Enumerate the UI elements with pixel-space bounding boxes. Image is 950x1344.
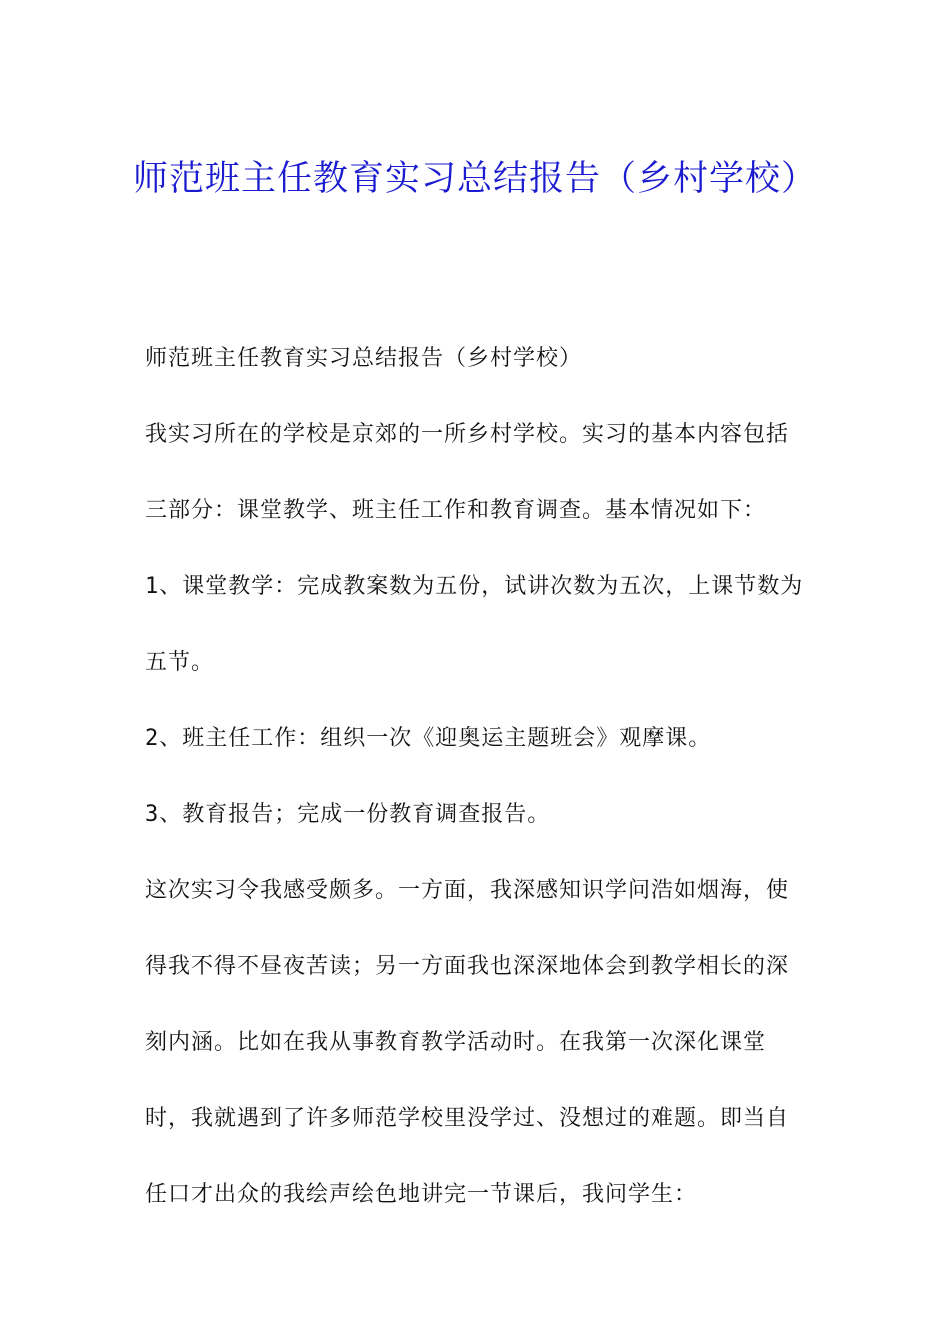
paragraph-item-1: 1、课堂教学：完成教案数为五份，试讲次数为五次，上课节数为五节。 xyxy=(145,574,804,675)
paragraph-item-3: 3、教育报告；完成一份教育调查报告。 xyxy=(145,802,551,827)
paragraph-item-2: 2、班主任工作：组织一次《迎奥运主题班会》观摩课。 xyxy=(145,726,712,751)
document-title: 师范班主任教育实习总结报告（乡村学校） xyxy=(132,159,817,200)
document-body xyxy=(145,321,810,1233)
paragraph-subtitle: 师范班主任教育实习总结报告（乡村学校） xyxy=(145,346,583,371)
paragraph-intro: 我实习所在的学校是京郊的一所乡村学校。实习的基本内容包括三部分：课堂教学、班主任工作和教育调查。基本情况如下： xyxy=(145,422,790,523)
paragraph-reflection: 这次实习令我感受颇多。一方面，我深感知识学问浩如烟海，使得我不得不昼夜苦读；另一方面我也深深地体会到教学相长的深刻内涵。比如在我从事教育教学活动时。在我第一次深化课堂时，我就遇到了许多师范学校里没学过、没想过的难题。即当自任口才出众的我绘声绘色地讲完一节课后，我问学生： xyxy=(145,878,790,1207)
